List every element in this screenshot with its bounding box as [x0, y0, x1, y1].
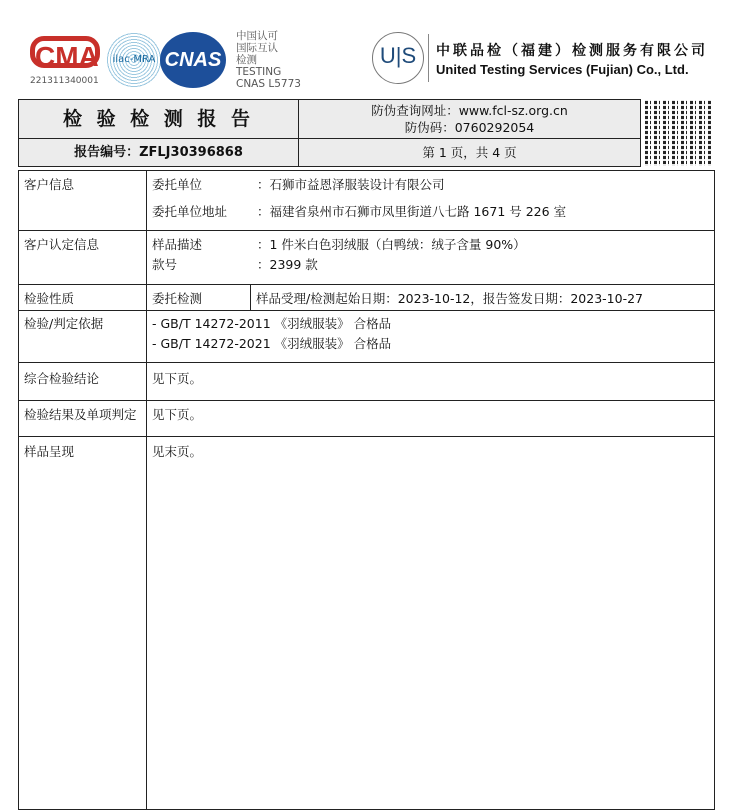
- page-number: 第 1 页，共 4 页: [298, 138, 641, 167]
- basis-item: - GB/T 14272-2011 《羽绒服装》 合格品: [152, 316, 392, 331]
- cnas-accreditation-text: [236, 30, 301, 90]
- report-title: 检 验 检 测 报 告: [18, 99, 299, 139]
- sample-desc-label: 样品描述: [152, 237, 203, 252]
- cma-logo: CMA: [30, 36, 100, 68]
- report-table: [18, 170, 715, 810]
- sample-desc: ：1 件米白色羽绒服（白鸭绒：绒子含量 90%）: [257, 237, 526, 252]
- uts-logo: U|S: [372, 32, 424, 84]
- cma-number: 221311340001: [30, 76, 99, 86]
- client-name: ：石狮市益恩泽服装设计有限公司: [257, 177, 445, 192]
- divider: [428, 34, 429, 82]
- ilac-logo: ilac-MRA: [106, 32, 162, 88]
- client-address: ：福建省泉州市石狮市凤里街道八七路 1671 号 226 室: [257, 204, 567, 219]
- row-divider: [19, 436, 714, 437]
- appearance-value: 见末页。: [152, 444, 203, 459]
- row-divider: [19, 230, 714, 231]
- cnas-line: 检测: [236, 54, 257, 66]
- results-label: 检验结果及单项判定: [24, 407, 137, 422]
- client-field-label: 委托单位: [152, 177, 203, 192]
- inspection-dates: 样品受理/检测起始日期：2023-10-12，报告签发日期：2023-10-27: [256, 291, 644, 306]
- style-no-label: 款号: [152, 257, 178, 272]
- inspection-type: 委托检测: [152, 291, 203, 306]
- client-info-label: 客户信息: [24, 177, 75, 192]
- qr-code[interactable]: [645, 100, 713, 166]
- nature-label: 检验性质: [24, 291, 75, 306]
- client-address-label: 委托单位地址: [152, 204, 228, 219]
- cnas-line: CNAS L5773: [236, 78, 301, 90]
- style-no: ：2399 款: [257, 257, 318, 272]
- cnas-line: 中国认可: [236, 30, 278, 42]
- verify-code: 防伪码：0760292054: [404, 120, 535, 135]
- col-divider: [250, 284, 251, 310]
- cnas-line: TESTING: [236, 66, 282, 78]
- cnas-line: 国际互认: [236, 42, 278, 54]
- company-name-en: United Testing Services (Fujian) Co., Ltd.: [436, 62, 689, 77]
- conclusion-value: 见下页。: [152, 371, 203, 386]
- company-name-cn: 中联品检（福建）检测服务有限公司: [436, 43, 708, 59]
- report-number: 报告编号：ZFLJ30396868: [18, 138, 299, 167]
- verification-info: [298, 99, 641, 139]
- row-divider: [19, 310, 714, 311]
- row-divider: [19, 400, 714, 401]
- basis-item: - GB/T 14272-2021 《羽绒服装》 合格品: [152, 336, 392, 351]
- basis-label: 检验/判定依据: [24, 316, 104, 331]
- col-divider: [146, 171, 147, 809]
- results-value: 见下页。: [152, 407, 203, 422]
- sample-info-label: 客户认定信息: [24, 237, 100, 252]
- verify-url: 防伪查询网址：www.fcl-sz.org.cn: [371, 103, 568, 118]
- conclusion-label: 综合检验结论: [24, 371, 100, 386]
- row-divider: [19, 362, 714, 363]
- cnas-logo: CNAS: [160, 32, 226, 88]
- row-divider: [19, 284, 714, 285]
- appearance-label: 样品呈现: [24, 444, 75, 459]
